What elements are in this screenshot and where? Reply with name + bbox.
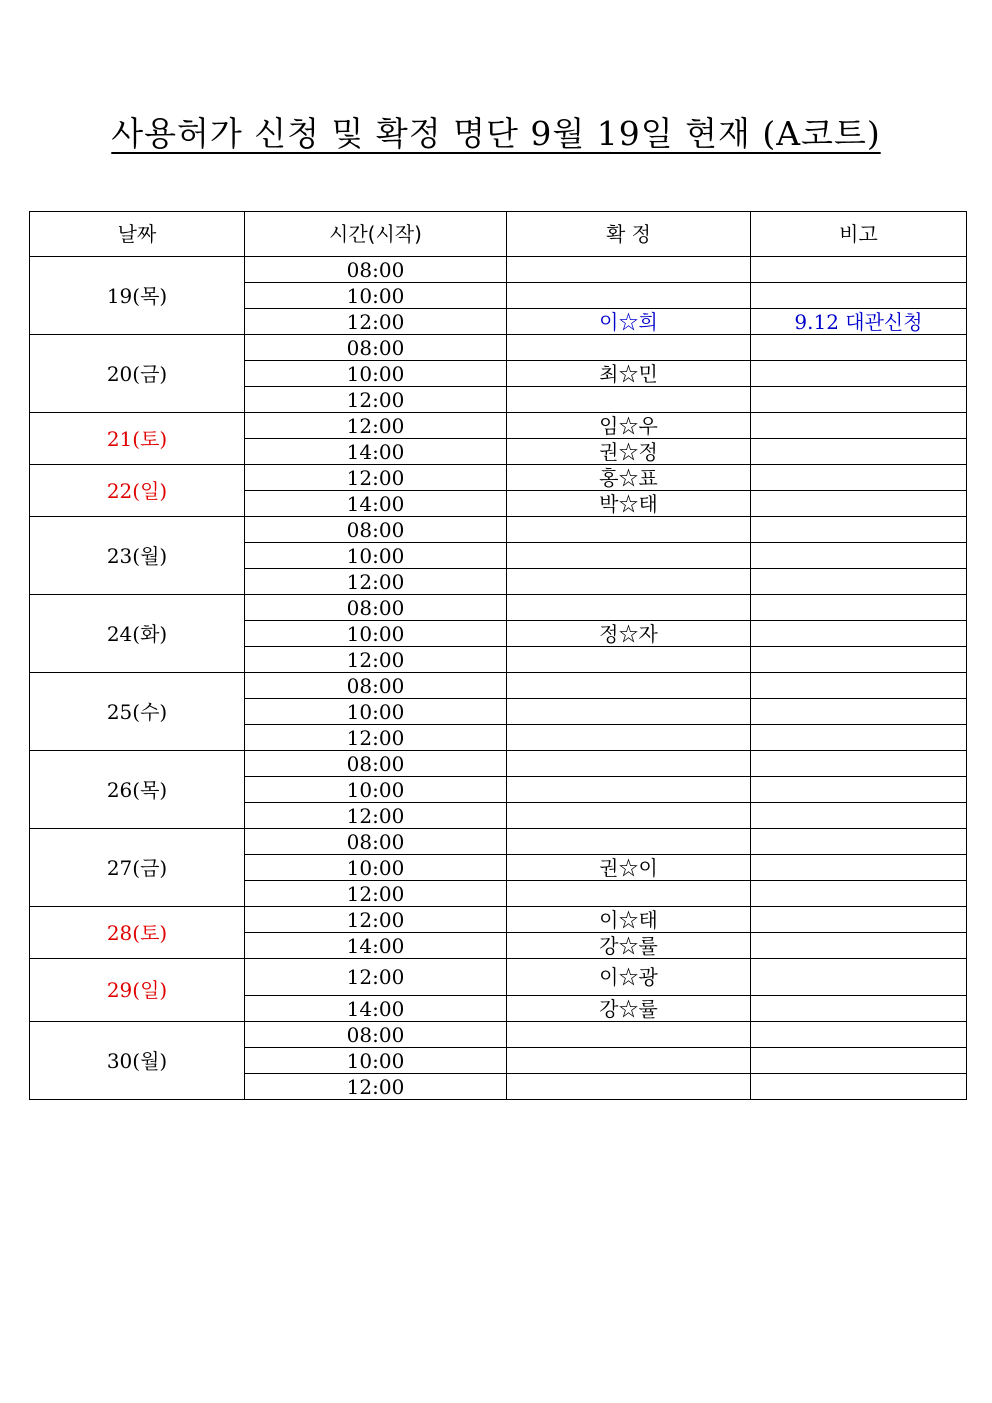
time-cell: 12:00	[245, 647, 507, 673]
time-cell: 10:00	[245, 855, 507, 881]
table-row	[30, 673, 967, 699]
header-confirmed: 확 정	[507, 212, 751, 257]
confirmed-name-cell: 이☆희	[507, 309, 751, 335]
confirmed-name-cell	[507, 1048, 751, 1074]
note-cell	[751, 647, 967, 673]
note-cell	[751, 465, 967, 491]
time-cell: 14:00	[245, 439, 507, 465]
date-cell: 22(일)	[30, 465, 245, 517]
time-cell: 10:00	[245, 1048, 507, 1074]
confirmed-name-cell: 정☆자	[507, 621, 751, 647]
header-date: 날짜	[30, 212, 245, 257]
confirmed-name-cell	[507, 777, 751, 803]
confirmed-name-cell	[507, 543, 751, 569]
confirmed-name-cell: 권☆이	[507, 855, 751, 881]
time-cell: 14:00	[245, 933, 507, 959]
confirmed-name-cell	[507, 673, 751, 699]
date-cell: 29(일)	[30, 959, 245, 1022]
note-cell	[751, 517, 967, 543]
time-cell: 08:00	[245, 517, 507, 543]
note-cell	[751, 1048, 967, 1074]
confirmed-name-cell	[507, 803, 751, 829]
note-cell	[751, 881, 967, 907]
table-row	[30, 335, 967, 361]
time-cell: 10:00	[245, 283, 507, 309]
date-cell: 27(금)	[30, 829, 245, 907]
note-cell	[751, 335, 967, 361]
confirmed-name-cell: 권☆정	[507, 439, 751, 465]
time-cell: 10:00	[245, 777, 507, 803]
time-cell: 12:00	[245, 803, 507, 829]
date-cell: 28(토)	[30, 907, 245, 959]
confirmed-name-cell	[507, 751, 751, 777]
note-cell	[751, 829, 967, 855]
table-row	[30, 413, 967, 439]
time-cell: 12:00	[245, 959, 507, 996]
confirmed-name-cell	[507, 517, 751, 543]
confirmed-name-cell: 임☆우	[507, 413, 751, 439]
page-title	[0, 112, 992, 156]
time-cell: 12:00	[245, 725, 507, 751]
header-note: 비고	[751, 212, 967, 257]
note-cell	[751, 543, 967, 569]
note-cell	[751, 595, 967, 621]
date-cell: 25(수)	[30, 673, 245, 751]
note-cell	[751, 751, 967, 777]
table-row	[30, 1022, 967, 1048]
note-cell	[751, 1022, 967, 1048]
table-row	[30, 517, 967, 543]
time-cell: 08:00	[245, 1022, 507, 1048]
note-cell	[751, 907, 967, 933]
note-cell	[751, 413, 967, 439]
time-cell: 10:00	[245, 361, 507, 387]
page-title-text: 사용허가 신청 및 확정 명단 9월 19일 현재 (A코트)	[111, 114, 881, 153]
table-row	[30, 829, 967, 855]
confirmed-name-cell: 홍☆표	[507, 465, 751, 491]
table-row	[30, 595, 967, 621]
date-cell: 19(목)	[30, 257, 245, 335]
confirmed-name-cell: 최☆민	[507, 361, 751, 387]
date-cell: 23(월)	[30, 517, 245, 595]
confirmed-name-cell	[507, 1022, 751, 1048]
time-cell: 08:00	[245, 673, 507, 699]
confirmed-name-cell	[507, 699, 751, 725]
date-cell: 26(목)	[30, 751, 245, 829]
time-cell: 12:00	[245, 881, 507, 907]
time-cell: 12:00	[245, 569, 507, 595]
schedule-body	[30, 257, 967, 1100]
time-cell: 12:00	[245, 387, 507, 413]
note-cell	[751, 959, 967, 996]
time-cell: 10:00	[245, 621, 507, 647]
time-cell: 08:00	[245, 829, 507, 855]
time-cell: 08:00	[245, 751, 507, 777]
confirmed-name-cell: 강☆률	[507, 996, 751, 1022]
table-row	[30, 959, 967, 996]
confirmed-name-cell: 이☆광	[507, 959, 751, 996]
time-cell: 14:00	[245, 996, 507, 1022]
time-cell: 10:00	[245, 699, 507, 725]
note-cell	[751, 855, 967, 881]
note-cell: 9.12 대관신청	[751, 309, 967, 335]
confirmed-name-cell	[507, 1074, 751, 1100]
note-cell	[751, 1074, 967, 1100]
time-cell: 10:00	[245, 543, 507, 569]
confirmed-name-cell	[507, 569, 751, 595]
table-row	[30, 257, 967, 283]
note-cell	[751, 439, 967, 465]
note-cell	[751, 699, 967, 725]
time-cell: 14:00	[245, 491, 507, 517]
time-cell: 08:00	[245, 257, 507, 283]
time-cell: 12:00	[245, 413, 507, 439]
confirmed-name-cell	[507, 647, 751, 673]
note-cell	[751, 933, 967, 959]
note-cell	[751, 361, 967, 387]
time-cell: 12:00	[245, 1074, 507, 1100]
table-header-row	[30, 212, 967, 257]
confirmed-name-cell	[507, 335, 751, 361]
note-cell	[751, 777, 967, 803]
note-cell	[751, 621, 967, 647]
date-cell: 20(금)	[30, 335, 245, 413]
schedule-table	[29, 211, 967, 1100]
note-cell	[751, 491, 967, 517]
note-cell	[751, 283, 967, 309]
confirmed-name-cell	[507, 283, 751, 309]
date-cell: 21(토)	[30, 413, 245, 465]
time-cell: 08:00	[245, 335, 507, 361]
confirmed-name-cell: 강☆률	[507, 933, 751, 959]
confirmed-name-cell	[507, 257, 751, 283]
note-cell	[751, 387, 967, 413]
confirmed-name-cell	[507, 387, 751, 413]
date-cell: 30(월)	[30, 1022, 245, 1100]
confirmed-name-cell: 박☆태	[507, 491, 751, 517]
date-cell: 24(화)	[30, 595, 245, 673]
note-cell	[751, 569, 967, 595]
note-cell	[751, 803, 967, 829]
time-cell: 12:00	[245, 465, 507, 491]
confirmed-name-cell	[507, 881, 751, 907]
time-cell: 12:00	[245, 309, 507, 335]
table-row	[30, 907, 967, 933]
note-cell	[751, 996, 967, 1022]
note-cell	[751, 257, 967, 283]
confirmed-name-cell	[507, 725, 751, 751]
time-cell: 12:00	[245, 907, 507, 933]
table-row	[30, 751, 967, 777]
confirmed-name-cell	[507, 829, 751, 855]
table-row	[30, 465, 967, 491]
confirmed-name-cell	[507, 595, 751, 621]
note-cell	[751, 673, 967, 699]
confirmed-name-cell: 이☆태	[507, 907, 751, 933]
time-cell: 08:00	[245, 595, 507, 621]
header-time: 시간(시작)	[245, 212, 507, 257]
note-cell	[751, 725, 967, 751]
